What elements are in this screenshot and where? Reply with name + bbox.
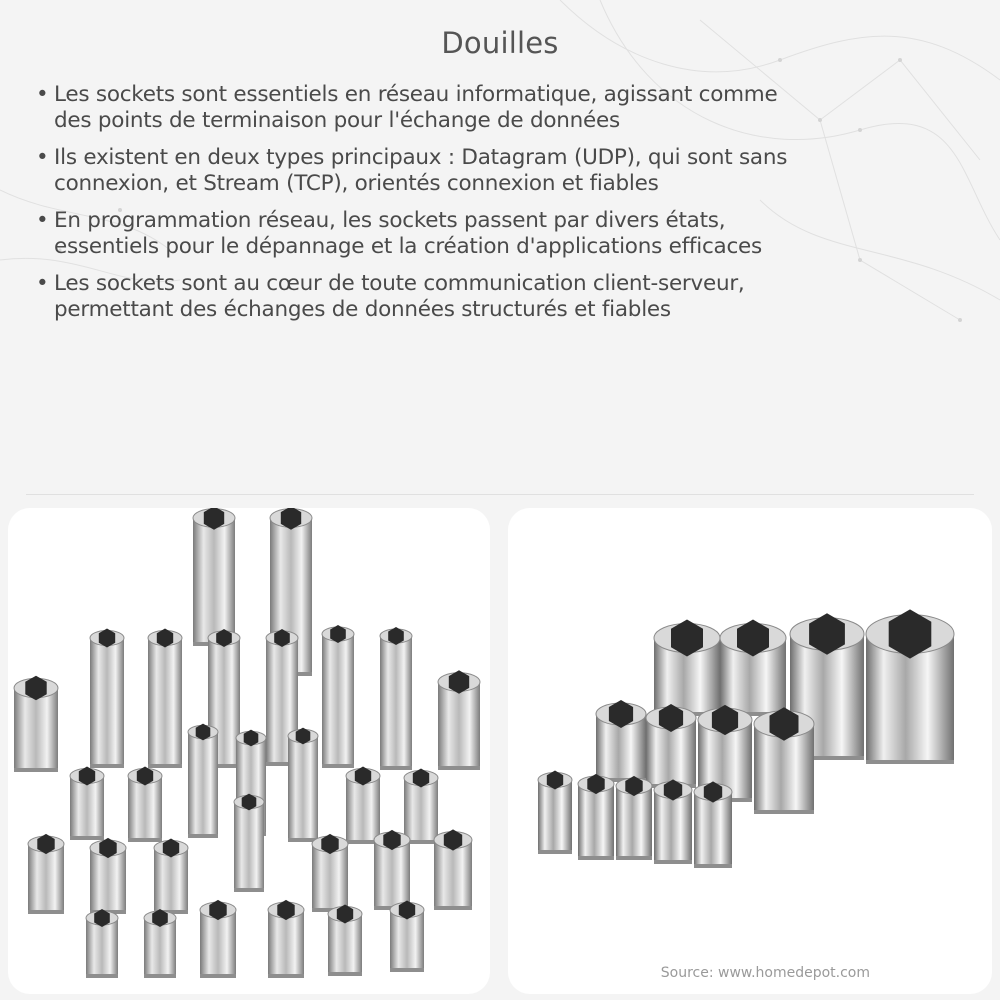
socket-icon — [374, 830, 410, 910]
bullet-line: des points de terminaison pour l'échange de données — [54, 108, 620, 133]
socket-icon — [754, 707, 814, 814]
socket-icon — [90, 629, 124, 769]
bullet-line: En programmation réseau, les sockets passent par divers états, — [54, 208, 726, 233]
bullet-line: Ils existent en deux types principaux : Datagram (UDP), qui sont sans — [54, 145, 788, 170]
socket-set-hex-illustration — [8, 508, 490, 994]
socket-icon — [234, 794, 264, 892]
socket-icon — [90, 838, 126, 914]
socket-icon — [434, 829, 472, 910]
bullet-dot: • — [36, 208, 49, 233]
socket-icon — [616, 776, 652, 860]
socket-icon — [596, 700, 646, 782]
bullet-line: permettant des échanges de données structurés et fiables — [54, 297, 671, 322]
socket-icon — [654, 779, 692, 864]
socket-icon — [288, 728, 318, 842]
socket-icon — [694, 781, 732, 868]
socket-set-torx-illustration — [508, 508, 992, 994]
socket-icon — [128, 767, 162, 843]
bullet-dot: • — [36, 145, 49, 170]
socket-icon — [14, 676, 58, 772]
socket-icon — [538, 771, 572, 855]
socket-icon — [654, 620, 720, 717]
socket-set-torx-photo — [508, 508, 992, 994]
bullet-line: connexion, et Stream (TCP), orientés connexion et fiables — [54, 171, 659, 196]
socket-icon — [148, 629, 182, 769]
bullet-item — [34, 271, 934, 323]
socket-icon — [380, 627, 412, 770]
image-source-credit: Source: www.homedepot.com — [660, 965, 870, 981]
socket-icon — [154, 839, 188, 915]
bullet-item — [34, 145, 934, 197]
socket-icon — [200, 900, 236, 978]
socket-icon — [193, 508, 235, 646]
bullet-item — [34, 208, 934, 260]
bullet-line: essentiels pour le dépannage et la création d'applications efficaces — [54, 234, 762, 259]
socket-icon — [578, 774, 614, 860]
divider — [26, 494, 974, 495]
bullet-item — [34, 82, 934, 134]
socket-icon — [390, 901, 424, 973]
socket-icon — [404, 769, 438, 845]
socket-icon — [866, 609, 954, 764]
socket-icon — [70, 767, 104, 841]
bullet-dot: • — [36, 82, 49, 107]
socket-icon — [346, 767, 380, 845]
socket-icon — [86, 909, 118, 978]
socket-icon — [188, 724, 218, 838]
bullet-list — [34, 82, 934, 334]
bullet-line: Les sockets sont essentiels en réseau informatique, agissant comme — [54, 82, 778, 107]
socket-icon — [646, 704, 696, 788]
socket-icon — [438, 670, 480, 770]
socket-icon — [720, 620, 786, 717]
bullet-line: Les sockets sont au cœur de toute communication client-serveur, — [54, 271, 745, 296]
socket-icon — [268, 900, 304, 978]
socket-icon — [328, 905, 362, 977]
socket-icon — [28, 834, 64, 914]
socket-icon — [312, 834, 348, 912]
bullet-dot: • — [36, 271, 49, 296]
socket-icon — [322, 625, 354, 768]
page-title: Douilles — [441, 26, 559, 60]
socket-set-hex-photo — [8, 508, 490, 994]
socket-icon — [144, 909, 176, 978]
